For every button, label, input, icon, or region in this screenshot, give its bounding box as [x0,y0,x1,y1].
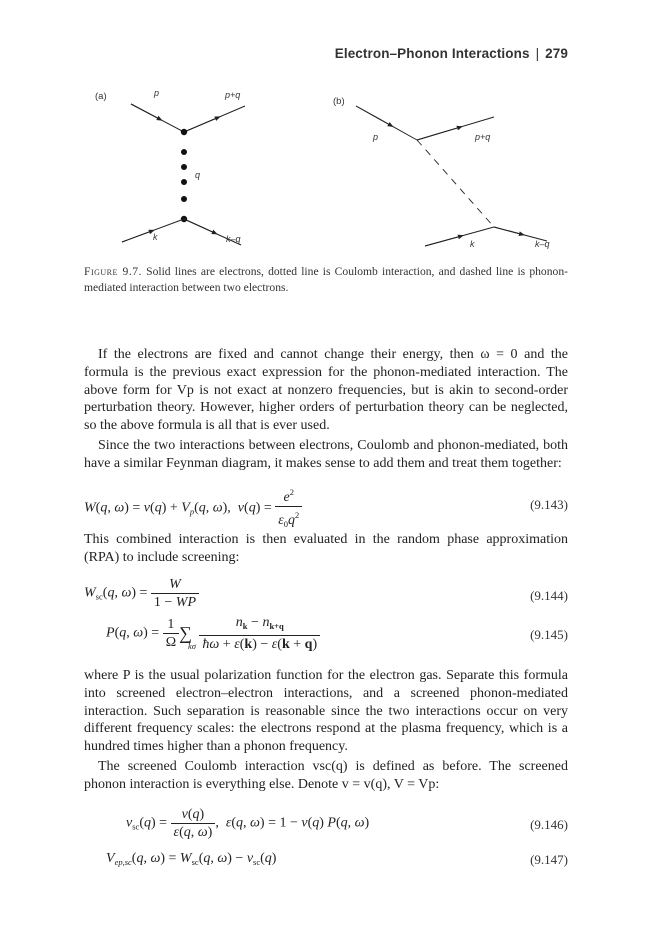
figure-caption [84,264,568,296]
feynman-diagram-figure [0,0,650,260]
arrow-k [425,236,461,246]
equation-9-145: P(q, ω) = $\frac{1}{\Omega}$ $\sum_{k\sigma}$ $\frac{n_k - n_{k+q}}{ħ\omega + \varepsilon(k) - \varepsilon(k + q)}$ [106,614,320,653]
equation-number: (9.145) [530,627,568,642]
arrow-kq [494,227,522,234]
coulomb-dotted-line [181,129,187,222]
label-kq: k–q [535,239,550,249]
header-separator: | [535,46,540,61]
equation-number: (9.144) [530,588,568,603]
equation-9-147: $V_{ep,sc}(q$, $\omega) = W_{sc}(q$, $\omega) - v_{sc}(q)$ [106,851,277,867]
equation-9-144: $W_{sc}(q$, ω) = $\frac{W}{1 - WP}$ [84,576,199,611]
caption-text: Solid lines are electrons, dotted line is Coulomb interaction, and dashed line is phonon-mediated interaction between two electrons. [84,265,568,294]
coulomb-dot [181,196,187,202]
panel-b-label: (b) [333,96,345,107]
arrow-kq [184,219,215,233]
coulomb-dot [181,164,187,170]
coulomb-dot [181,179,187,185]
label-p: p [373,132,379,142]
paragraph-2: Since the two interactions between electrons, Coulomb and phonon-mediated, both have a similar Feynman diagram, it makes sense to add them and treat them together: [84,438,568,471]
equation-9-143: W(q, $\omega) = v(q) + V_p(q$, ω), v(q) = $\frac{e^2}{\varepsilon_0q^2}$ [84,484,302,533]
label-kq: k–q [226,234,241,244]
figure-label: Figure 9.7. [84,265,142,278]
paragraph-3: This combined interaction is then evaluated in the random phase approximation (RPA) to include screening: [84,532,568,565]
arrow-k [122,231,152,242]
label-p: p [154,88,160,98]
paragraph-4: where P is the usual polarization function for the electron gas. Separate this formula into screened electron–electron interactions, and a screened phonon-mediated interaction. Such separation is reasonable since the two interactions occur on very different frequency scales: the electrons respond at the plasma frequency, which is a hundred times higher than a phonon frequency. [84,668,568,755]
label-k: k [470,239,475,249]
header-title: Electron–Phonon Interactions [334,46,530,61]
panel-b-diagram [333,96,550,249]
equation-number: (9.147) [530,852,568,867]
panel-a-label: (a) [95,91,107,102]
arrow-p [356,106,391,126]
equation-number: (9.146) [530,817,568,832]
label-pq: p+q [475,132,491,142]
label-k: k [153,232,158,242]
equation-number: (9.143) [530,497,568,512]
arrow-p [131,104,160,119]
label-pq: p+q [225,90,241,100]
phonon-dashed-line [417,140,494,227]
paragraph-5: The screened Coulomb interaction vsc(q) is defined as before. The screened phonon interaction is everything else. Denote v = v(q), V = Vp: [84,759,568,792]
arrow-pq [417,127,460,140]
page-number: 279 [545,46,568,61]
vertex-dot [181,129,187,135]
equation-9-146: $v_{sc}(q)$ = $\frac{v(q)}{\varepsilon(q, \omega)}$ , ε(q, ω) = 1 − v(q) P(q, ω) [126,807,370,840]
label-q: q [195,170,201,180]
coulomb-dot [181,149,187,155]
panel-a-diagram [95,88,245,245]
arrow-pq [184,118,218,133]
paragraph-1: If the electrons are fixed and cannot change their energy, then ω = 0 and the formula is the previous exact expression for the phonon-mediated interaction. The above form for Vp is not exact at nonzero frequencies, but is akin to second-order perturbation theory. However, higher orders of perturbation theory can be neglected, so the above formula is all that is ever used. [84,347,568,434]
